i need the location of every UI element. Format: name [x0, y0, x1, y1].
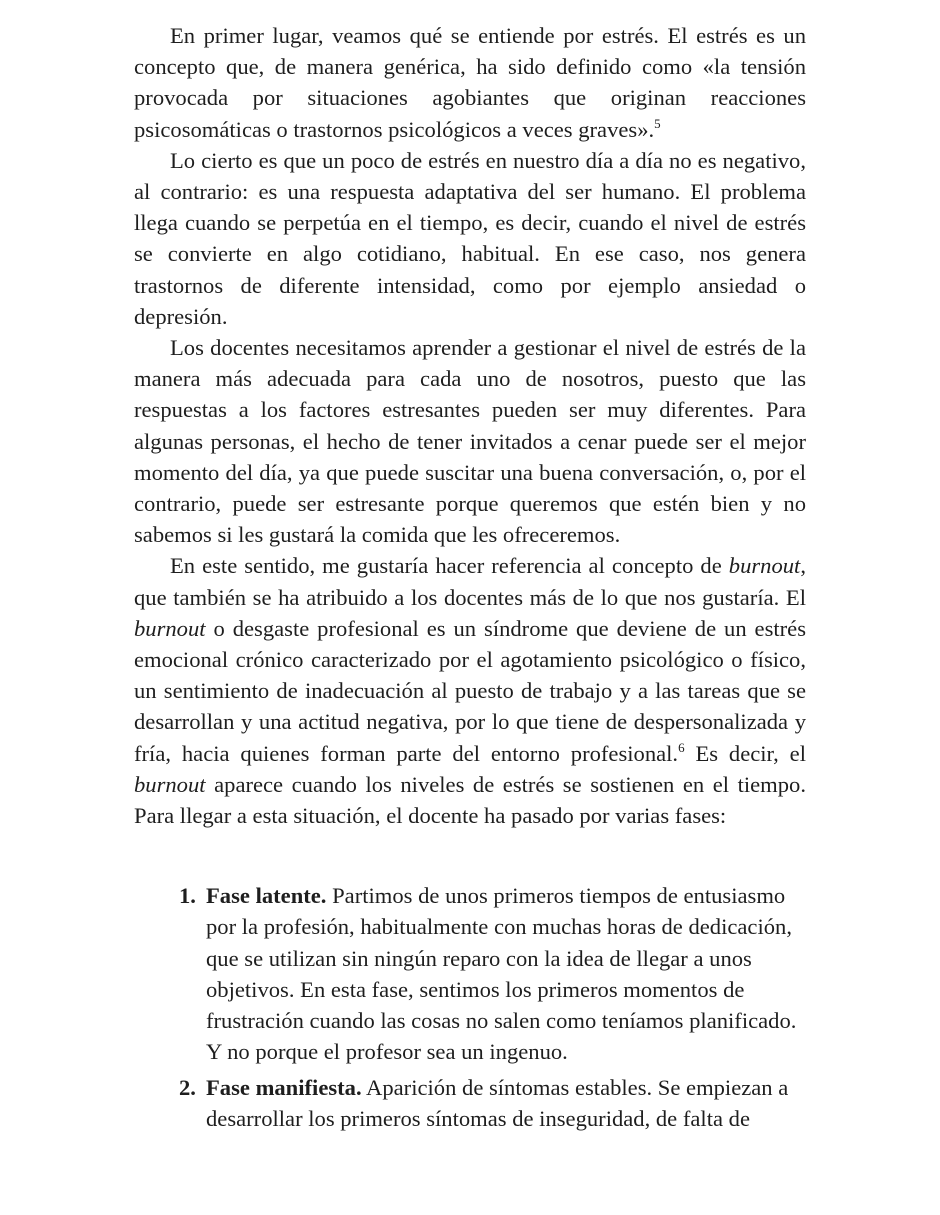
paragraph-text: aparece cuando los niveles de estrés se sostienen en el tiempo. Para llegar a esta situación, el docente ha pasado por varias fases:: [134, 771, 806, 829]
phase-text: Aparición de síntomas estables. Se empiezan a desarrollar los primeros síntomas de inseguridad, de falta de: [206, 1074, 789, 1131]
list-number: 1.: [179, 883, 196, 909]
burnout-phases-list: [134, 880, 806, 1134]
list-item-phase-latent: [134, 880, 806, 1067]
paragraph-text: En primer lugar, veamos qué se entiende por estrés. El estrés es un concepto que, de manera genérica, ha sido definido como «la tensión provocada por situaciones agobiantes que originan reacciones psicosomáticas o trastornos psicológicos a veces graves».: [134, 23, 806, 142]
list-item-phase-manifest: [134, 1072, 806, 1134]
paragraph-text: En este sentido, me gustaría hacer referencia al concepto de: [170, 553, 729, 579]
paragraph-adaptive-response: [134, 145, 806, 332]
document-page: [134, 20, 806, 1138]
paragraph-text: Lo cierto es que un poco de estrés en nuestro día a día no es negativo, al contrario: es una respuesta adaptativa del ser humano. El problema llega cuando se perpetúa en el tiempo, es decir, cuando el nivel de estrés se convierte en algo cotidiano, habitual. En ese caso, nos genera trastornos de diferente intensidad, como por ejemplo ansiedad o depresión.: [134, 147, 806, 329]
paragraph-text: Es decir, el: [684, 740, 806, 766]
footnote-marker: 6: [678, 739, 685, 755]
paragraph-stress-management: [134, 332, 806, 550]
paragraph-text: , que también se ha atribuido a los docentes más de lo que nos gustaría. El: [134, 553, 806, 610]
footnote-marker: 5: [654, 115, 661, 131]
phase-text: Partimos de unos primeros tiempos de entusiasmo por la profesión, habitualmente con muchas horas de dedicación, que se utilizan sin ningún reparo con la idea de llegar a unos objetivos. En esta fase, sentimos los primeros momentos de frustración cuando las cosas no salen como teníamos planificado. Y no porque el profesor sea un ingenuo.: [206, 883, 797, 1065]
burnout-term: burnout: [134, 615, 206, 641]
list-number: 2.: [179, 1074, 196, 1100]
paragraph-burnout: [134, 550, 806, 831]
burnout-term: burnout: [134, 771, 206, 797]
phase-title: Fase manifiesta.: [206, 1074, 362, 1100]
phase-title: Fase latente.: [206, 883, 327, 909]
paragraph-stress-definition: [134, 20, 806, 145]
burnout-term: burnout: [728, 553, 801, 579]
paragraph-text: o desgaste profesional es un síndrome que deviene de un estrés emocional crónico caracterizado por el agotamiento psicológico o físico, un sentimiento de inadecuación al puesto de trabajo y a las tareas que se desarrollan y una actitud negativa, por lo que tiene de despersonalizada y fría, hacia quienes forman parte del entorno profesional.: [134, 615, 806, 766]
paragraph-text: Los docentes necesitamos aprender a gestionar el nivel de estrés de la manera más adecuada para cada uno de nosotros, puesto que las respuestas a los factores estresantes pueden ser muy diferentes. Para algunas personas, el hecho de tener invitados a cenar puede ser el mejor momento del día, ya que puede suscitar una buena conversación, o, por el contrario, puede ser estresante porque queremos que estén bien y no sabemos si les gustará la comida que les ofreceremos.: [134, 335, 806, 548]
